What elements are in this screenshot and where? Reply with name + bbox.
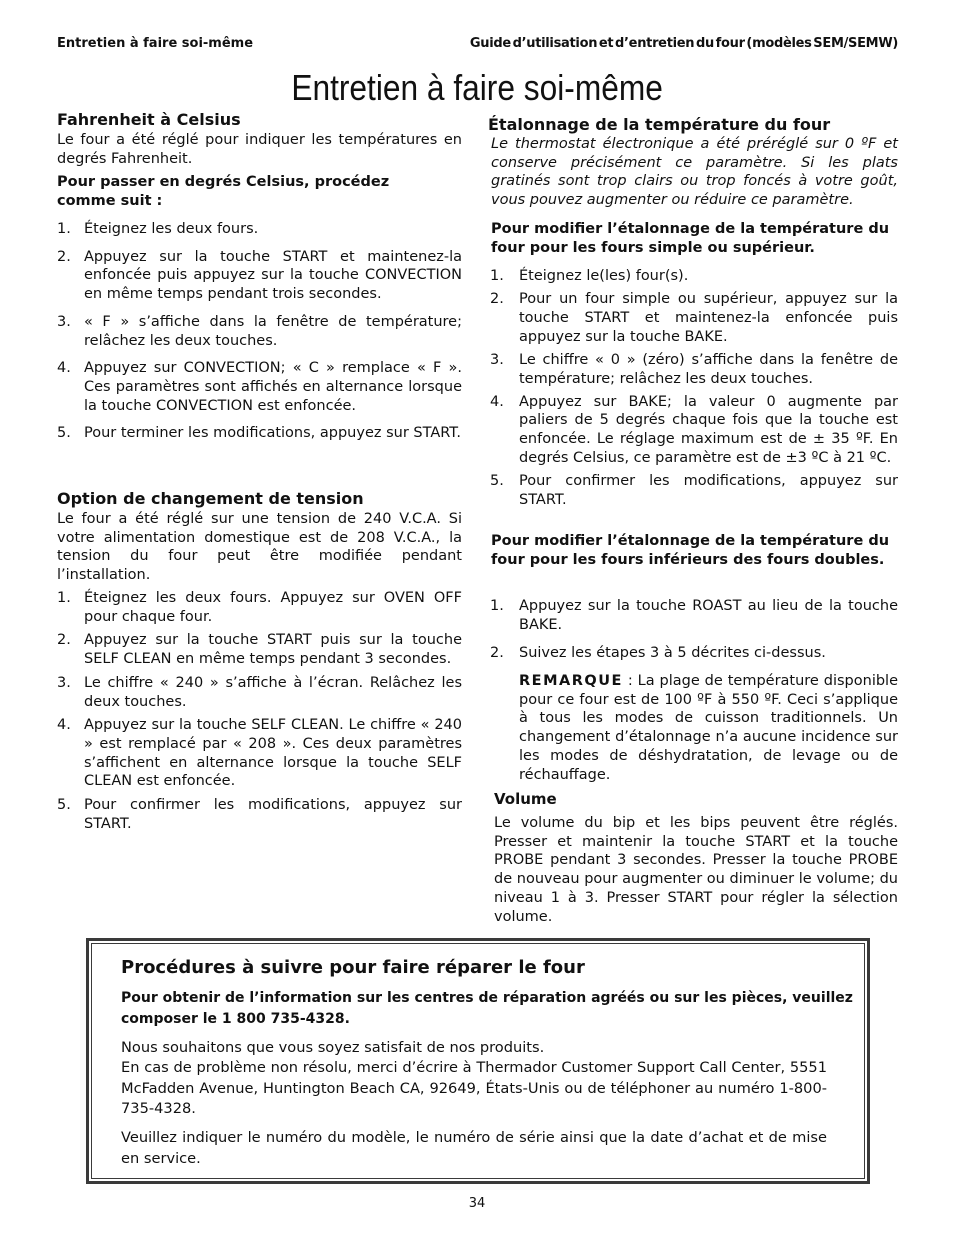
calibration-double-steps [490,597,898,663]
fahrenheit-steps [57,220,462,443]
step-number: 5. [490,473,504,490]
step-number: 1. [490,598,504,614]
calibration-intro: Le thermostat électronique a été préréglé sur 0 ºF et conserve précisément ce paramètre. Si les plats gratinés sont trop clairs ou trop foncés à votre goût, vous pouvez augmenter ou réduire ce paramètre. [491,136,898,209]
list-item [490,644,898,663]
step-text: Appuyez sur la touche ROAST au lieu de la touche BAKE. [519,598,898,633]
list-item [57,589,462,626]
list-item [490,472,898,509]
step-number: 2. [57,248,71,265]
page-title-text: Entretien à faire soi-même [291,67,663,108]
step-number: 1. [57,590,71,606]
step-text: Pour terminer les modifications, appuyez sur START. [84,425,462,442]
service-satisfaction: Nous souhaitons que vous soyez satisfait de nos produits. [121,1039,545,1056]
fahrenheit-heading: Fahrenheit à Celsius [57,110,241,129]
volume-text: Le volume du bip et les bips peuvent être réglés. Presser et maintenir la touche START et la touche PROBE pendant 3 secondes. Presser la touche PROBE de nouveau pour augmenter ou diminuer le volume; du niveau 1 à 3. Presser START pour régler la sélection volume. [494,815,898,925]
running-header-guide-title: Guide d’utilisation et d’entretien du four (modèles SEM/SEMW) [469,36,898,51]
step-number: 4. [490,393,504,410]
note-text: : La plage de température disponible pour ce four est de 100 ºF à 550 ºF. Ceci s’applique à tous les modes de cuisson traditionnels. Un changement d’étalonnage n’a aucune incidence sur les modes de déshydratation, de levage ou de réchauffage. [519,673,899,783]
step-text: Le chiffre « 0 » (zéro) s’affiche dans la fenêtre de température; relâchez les deux touches. [519,351,898,387]
step-text: Pour un four simple ou supérieur, appuyez sur la touche START et maintenez-la enfoncée puis appuyez sur la touche BAKE. [519,291,898,345]
step-text: Appuyez sur BAKE; la valeur 0 augmente par paliers de 5 degrés chaque fois que la touche est enfoncée. Le réglage maximum est de ± 35 ºF. En degrés Celsius, ce paramètre est de ±3 ºC à 21 ºC. [519,393,898,466]
step-text: « F » s’affiche dans la fenêtre de température; relâchez les deux touches. [84,313,462,349]
volume-heading: Volume [494,790,557,808]
step-text: Éteignez le(les) four(s). [519,268,689,284]
list-item [57,424,462,443]
list-item [490,351,898,388]
step-number: 1. [490,268,504,284]
calibration-heading: Étalonnage de la température du four [488,115,831,134]
note-label: REMARQUE [519,673,623,689]
step-text: Éteignez les deux fours. Appuyez sur OVEN OFF pour chaque four. [84,590,462,625]
calibration-double-heading: Pour modifier l’étalonnage de la température du four pour les fours inférieurs des fours doubles. [491,533,890,568]
step-text: Pour confirmer les modifications, appuyez sur START. [519,473,898,508]
list-item [57,796,462,833]
step-text: Appuyez sur la touche START puis sur la touche SELF CLEAN en même temps pendant 3 secondes. [84,632,462,668]
step-number: 5. [57,425,71,442]
list-item [490,267,898,286]
list-item [490,393,898,468]
service-request: Veuillez indiquer le numéro du modèle, le numéro de série ainsi que la date d’achat et de mise en service. [121,1129,827,1167]
tension-heading: Option de changement de tension [57,489,364,508]
step-text: Appuyez sur CONVECTION; « C » remplace « F ». Ces paramètres sont affichés en alternance lorsque la touche CONVECTION est enfoncée. [84,360,462,414]
calibration-note [519,672,898,784]
step-text: Le chiffre « 240 » s’affiche à l’écran. Relâchez les deux touches. [84,674,462,710]
list-item [57,248,462,304]
step-number: 4. [57,717,71,734]
step-number: 2. [490,644,504,661]
list-item [57,716,462,791]
step-number: 1. [57,221,71,237]
list-item [57,359,462,415]
service-info-box [86,938,870,1184]
list-item [57,313,462,350]
step-number: 5. [57,797,71,814]
step-number: 3. [490,351,504,368]
step-text: Suivez les étapes 3 à 5 décrites ci-dessus. [519,644,826,661]
step-number: 4. [57,360,71,377]
running-header-section: Entretien à faire soi-même [57,36,254,51]
service-title: Procédures à suivre pour faire réparer le four [121,957,585,978]
step-text: Appuyez sur la touche START et maintenez-la enfoncée puis appuyez sur la touche CONVECTION en même temps pendant trois secondes. [84,248,462,303]
list-item [57,631,462,668]
calibration-single-steps [490,267,898,509]
tension-steps [57,589,462,833]
step-text: Éteignez les deux fours. [84,221,259,237]
service-phone-notice: Pour obtenir de l’information sur les centres de réparation agréés ou sur les pièces, veuillez composer le 1 800 735-4328. [121,990,853,1027]
service-contact: En cas de problème non résolu, merci d’écrire à Thermador Customer Support Call Center, 5551 McFadden Avenue, Huntington Beach CA, 92649, États-Unis ou de téléphoner au numéro 1-800-735-4328. [121,1059,827,1117]
list-item [57,220,462,239]
list-item [490,597,898,634]
page-number: 34 [468,1196,486,1211]
fahrenheit-intro: Le four a été réglé pour indiquer les températures en degrés Fahrenheit. [57,132,462,167]
page-title [0,68,954,108]
list-item [57,674,462,711]
step-number: 3. [57,313,71,330]
calibration-single-heading: Pour modifier l’étalonnage de la température du four pour les fours simple ou supérieur. [491,221,890,256]
step-text: Appuyez sur la touche SELF CLEAN. Le chiffre « 240 » est remplacé par « 208 ». Ces deux paramètres s’affichent en alternance lorsque la touche SELF CLEAN est enfoncée. [84,717,462,790]
tension-intro: Le four a été réglé sur une tension de 240 V.C.A. Si votre alimentation domestique est de 208 V.C.A., la tension du four peut être modifiée pendant l’installation. [57,511,462,584]
step-number: 2. [490,291,504,308]
step-number: 3. [57,674,71,691]
list-item [490,290,898,346]
step-number: 2. [57,632,71,649]
fahrenheit-instruction: Pour passer en degrés Celsius, procédez comme suit : [57,174,390,209]
step-text: Pour confirmer les modifications, appuyez sur START. [84,797,462,832]
